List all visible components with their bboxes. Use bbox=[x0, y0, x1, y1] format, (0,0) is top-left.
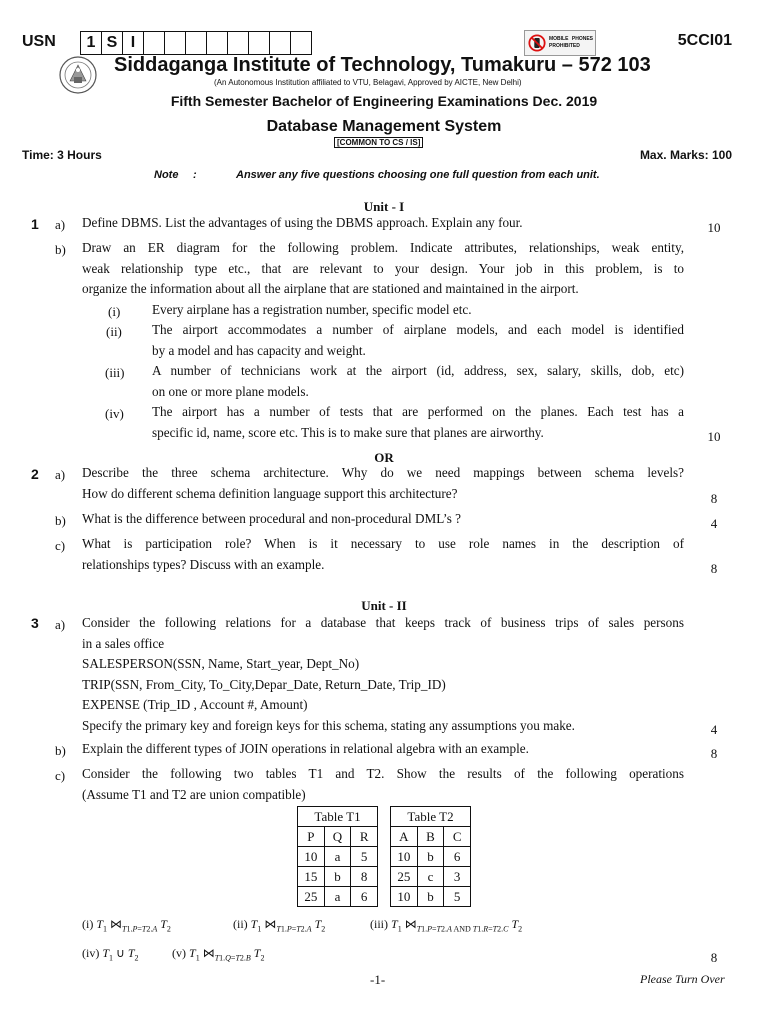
table-title: Table T1 bbox=[298, 807, 378, 827]
table-header-cell: P bbox=[298, 827, 325, 847]
question-number: 1 bbox=[31, 216, 39, 232]
table-t1 bbox=[297, 806, 378, 907]
phone-prohibited-badge bbox=[524, 30, 596, 56]
table-header-cell: C bbox=[444, 827, 471, 847]
max-marks-label: Max. Marks: 100 bbox=[639, 148, 732, 162]
no-phone-icon bbox=[528, 34, 546, 52]
table-cell: a bbox=[324, 887, 351, 907]
course-code: 5CCI01 bbox=[677, 32, 732, 49]
institute-logo-icon bbox=[58, 55, 98, 95]
operation: (iv) $T_1$ ∪ $T_2$ bbox=[82, 946, 139, 963]
operation: (iii) $T_1$ $⋈_{T1.P=T2.A AND T1.R=T2.C}$ $T_2$ bbox=[370, 917, 523, 934]
table-cell: b bbox=[324, 867, 351, 887]
table-t2 bbox=[390, 806, 471, 907]
question-text-line: (Assume T1 and T2 are union compatible) bbox=[82, 786, 306, 802]
part-label: a) bbox=[55, 617, 66, 632]
table-cell: 5 bbox=[444, 887, 471, 907]
marks: 4 bbox=[710, 516, 718, 531]
item-text: The airport has a number of tests that are performed on the planes. Each test has a bbox=[152, 404, 684, 419]
table-cell: 5 bbox=[351, 847, 378, 867]
usn-label: USN bbox=[22, 33, 56, 50]
table-cell: 6 bbox=[351, 887, 378, 907]
item-text: by a model and has capacity and weight. bbox=[152, 342, 366, 358]
table-cell: 6 bbox=[444, 847, 471, 867]
please-turn-over: Please Turn Over bbox=[640, 972, 725, 986]
table-cell: 25 bbox=[391, 867, 418, 887]
usn-cell: 1 bbox=[81, 32, 102, 54]
table-cell: 10 bbox=[298, 847, 325, 867]
usn-cell bbox=[207, 32, 228, 54]
question-text-line: TRIP(SSN, From_City, To_City,Depar_Date, Return_Date, Trip_ID) bbox=[82, 676, 446, 692]
item-number: (i) bbox=[108, 304, 121, 319]
table-header-cell: Q bbox=[324, 827, 351, 847]
table-title: Table T2 bbox=[391, 807, 471, 827]
item-number: (ii) bbox=[106, 324, 122, 339]
question-text: Explain the different types of JOIN operations in relational algebra with an example. bbox=[82, 741, 529, 756]
table-header-cell: R bbox=[351, 827, 378, 847]
question-text-line: EXPENSE (Trip_ID , Account #, Amount) bbox=[82, 697, 308, 712]
institute-name: Siddaganga Institute of Technology, Tumakuru – 572 103 bbox=[114, 54, 651, 76]
marks: 10 bbox=[707, 429, 721, 444]
note-colon: : bbox=[193, 169, 197, 181]
time-label: Time: 3 Hours bbox=[22, 148, 102, 162]
item-text: A number of technicians work at the airport (id, address, sex, salary, skills, dob, etc) bbox=[152, 363, 684, 378]
phone-notice-line2: PROHIBITED bbox=[549, 43, 580, 49]
table-cell: b bbox=[417, 887, 444, 907]
common-to-label: [COMMON TO CS / IS] bbox=[334, 137, 423, 148]
usn-cell bbox=[249, 32, 270, 54]
usn-cell bbox=[144, 32, 165, 54]
question-text: Define DBMS. List the advantages of using the DBMS approach. Explain any four. bbox=[82, 215, 523, 230]
op-label: (iii) bbox=[370, 917, 388, 931]
op-label: (ii) bbox=[233, 917, 248, 931]
usn-cell bbox=[270, 32, 291, 54]
usn-cell bbox=[291, 32, 311, 54]
unit-heading: Unit - II bbox=[361, 598, 407, 613]
usn-cell: S bbox=[102, 32, 123, 54]
marks: 4 bbox=[710, 722, 718, 737]
marks: 8 bbox=[710, 491, 718, 506]
usn-cell bbox=[165, 32, 186, 54]
operation: (ii) $T_1$ $⋈_{T1.P=T2.A}$ $T_2$ bbox=[233, 917, 326, 934]
table-header-cell: A bbox=[391, 827, 418, 847]
question-text-line: Specify the primary key and foreign keys for this schema, stating any assumptions you make. bbox=[82, 717, 575, 733]
part-label: c) bbox=[55, 538, 66, 553]
table-cell: 8 bbox=[351, 867, 378, 887]
marks: 8 bbox=[710, 561, 718, 576]
usn-boxes bbox=[80, 31, 312, 55]
question-number: 2 bbox=[31, 466, 39, 482]
table-cell: 10 bbox=[391, 847, 418, 867]
part-label: a) bbox=[55, 467, 66, 482]
table-cell: c bbox=[417, 867, 444, 887]
table-cell: a bbox=[324, 847, 351, 867]
operation: (i) $T_1$ $⋈_{T1.P=T2.A}$ $T_2$ bbox=[82, 917, 171, 934]
part-label: b) bbox=[55, 242, 66, 257]
table-cell: 15 bbox=[298, 867, 325, 887]
question-text-line: SALESPERSON(SSN, Name, Start_year, Dept_No) bbox=[82, 656, 360, 671]
question-text-line: Consider the following two tables T1 and T2. Show the results of the following operations bbox=[82, 766, 684, 781]
op-label: (iv) bbox=[82, 946, 100, 960]
marks: 10 bbox=[707, 220, 721, 235]
table-cell: 25 bbox=[298, 887, 325, 907]
exam-title: Fifth Semester Bachelor of Engineering Examinations Dec. 2019 bbox=[170, 93, 598, 109]
question-text-line: Consider the following relations for a database that keeps track of business trips of sales persons bbox=[82, 615, 684, 630]
item-text: The airport accommodates a number of airplane models, and each model is identified bbox=[152, 322, 684, 337]
item-number: (iii) bbox=[105, 365, 125, 380]
subject-title: Database Management System bbox=[266, 118, 502, 135]
question-text-line: relationships types? Discuss with an example. bbox=[82, 556, 325, 572]
note-label: Note bbox=[154, 169, 179, 181]
table-cell: 10 bbox=[391, 887, 418, 907]
question-text-line: What is participation role? When is it necessary to use role names in the description of bbox=[82, 536, 684, 551]
marks: 8 bbox=[710, 950, 718, 965]
question-text-line: How do different schema definition language support this architecture? bbox=[82, 485, 458, 501]
op-label: (i) bbox=[82, 917, 94, 931]
page-number: -1- bbox=[370, 972, 386, 987]
table-cell: b bbox=[417, 847, 444, 867]
usn-cell: I bbox=[123, 32, 144, 54]
usn-cell bbox=[228, 32, 249, 54]
question-text-line: weak relationship type etc., that are relevant to your design. Your job in this problem, is to bbox=[82, 260, 684, 276]
item-text: specific id, name, score etc. This is to make sure that planes are airworthy. bbox=[152, 424, 544, 440]
question-number: 3 bbox=[31, 615, 39, 631]
item-text: Every airplane has a registration number, specific model etc. bbox=[152, 302, 472, 317]
part-label: b) bbox=[55, 743, 66, 758]
part-label: c) bbox=[55, 768, 66, 783]
institute-affiliation: (An Autonomous Institution affiliated to VTU, Belagavi, Approved by AICTE, New Delhi) bbox=[214, 78, 522, 87]
note-text: Answer any five questions choosing one full question from each unit. bbox=[236, 169, 600, 181]
question-text-line: in a sales office bbox=[82, 635, 165, 651]
table-header-cell: B bbox=[417, 827, 444, 847]
op-label: (v) bbox=[172, 946, 186, 960]
marks: 8 bbox=[710, 746, 718, 761]
question-text-line: Describe the three schema architecture. Why do we need mappings between schema levels? bbox=[82, 465, 684, 480]
item-text: on one or more plane models. bbox=[152, 383, 309, 399]
table-cell: 3 bbox=[444, 867, 471, 887]
usn-cell bbox=[186, 32, 207, 54]
phone-notice-line1: MOBILE PHONES bbox=[549, 36, 593, 42]
question-text: What is the difference between procedural and non-procedural DML’s ? bbox=[82, 511, 461, 526]
item-number: (iv) bbox=[105, 406, 124, 421]
question-text-line: Draw an ER diagram for the following problem. Indicate attributes, relationships, weak entity, bbox=[82, 240, 684, 255]
part-label: b) bbox=[55, 513, 66, 528]
or-separator: OR bbox=[374, 450, 394, 465]
unit-heading: Unit - I bbox=[363, 199, 405, 214]
operation: (v) $T_1$ $⋈_{T1.Q=T2.B}$ $T_2$ bbox=[172, 946, 265, 963]
part-label: a) bbox=[55, 217, 66, 232]
question-text-line: organize the information about all the airplane that are stationed and maintained in the airport. bbox=[82, 281, 579, 296]
